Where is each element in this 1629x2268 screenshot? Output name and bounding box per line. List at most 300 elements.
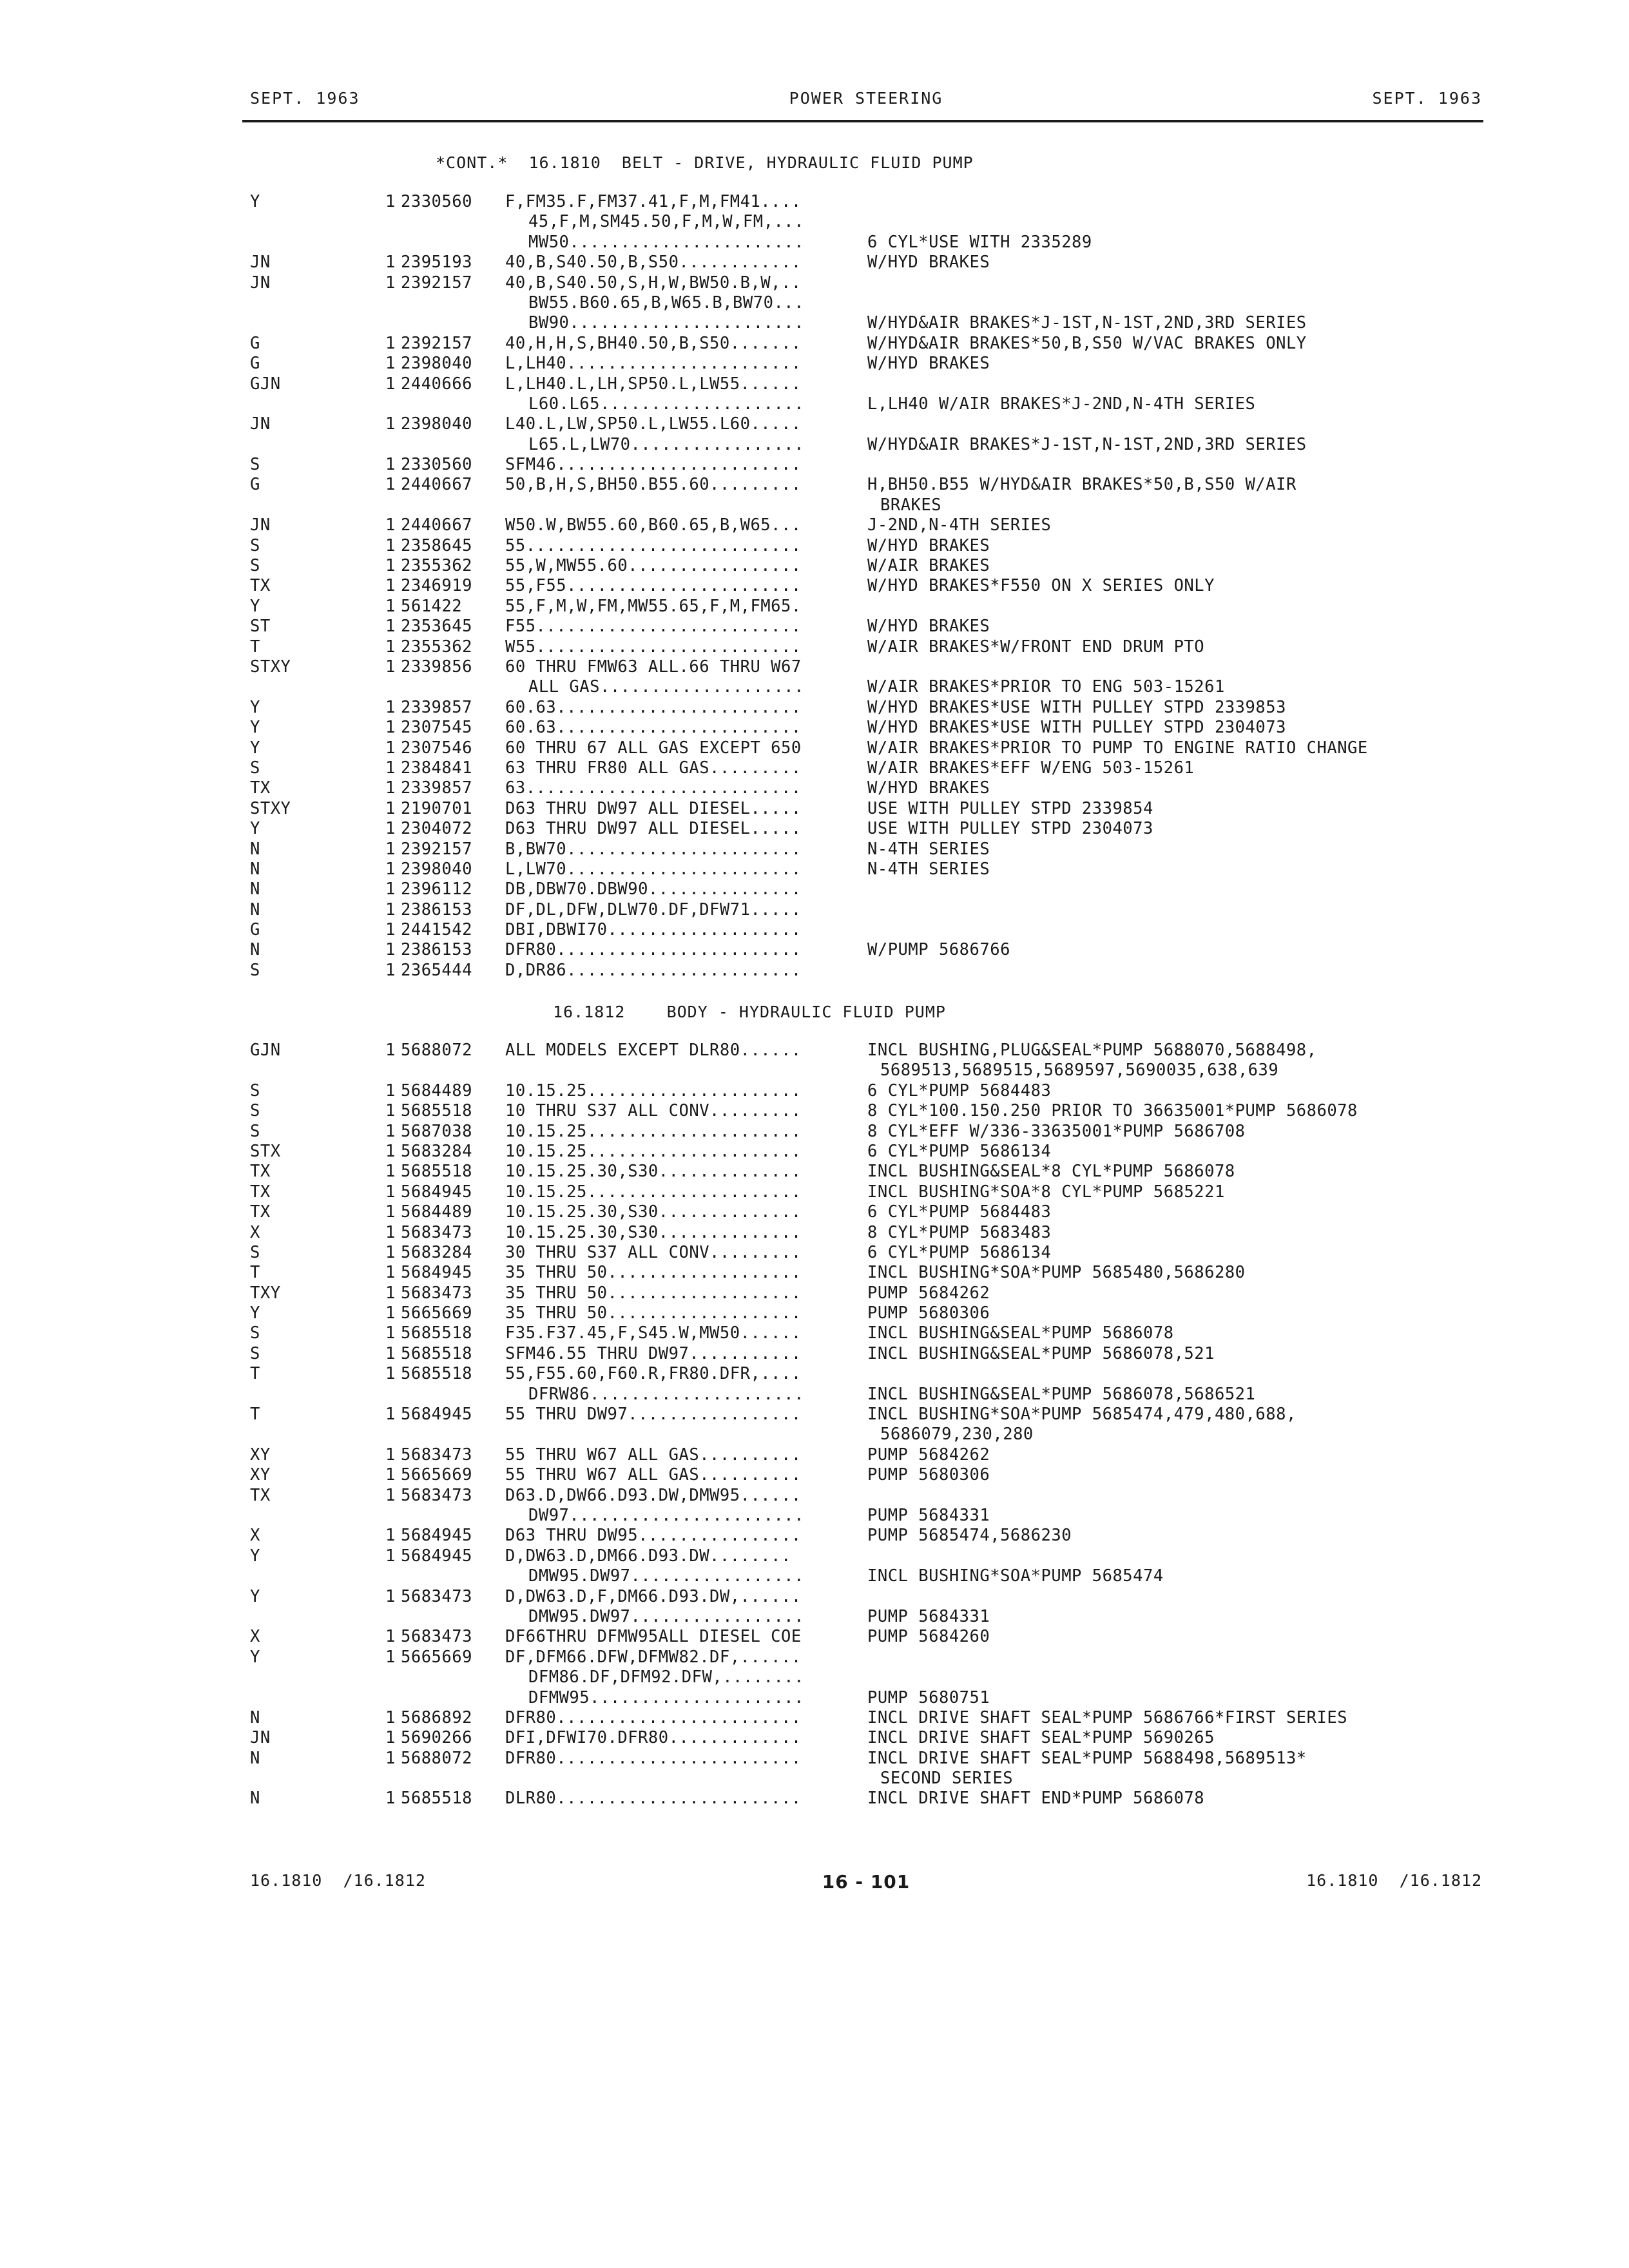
remarks: W/AIR BRAKES*EFF W/ENG 503-15261 bbox=[867, 758, 1195, 778]
quantity: 1 bbox=[385, 1141, 396, 1161]
model-application: F,FM35.F,FM37.41,F,M,FM41.... bbox=[505, 192, 802, 211]
table-row bbox=[0, 1546, 1629, 1566]
table-row bbox=[0, 394, 1629, 414]
remarks: 6 CYL*USE WITH 2335289 bbox=[867, 232, 1092, 252]
model-code: JN bbox=[250, 1728, 271, 1748]
model-code: X bbox=[250, 1222, 260, 1242]
table-row bbox=[0, 879, 1629, 899]
table-row bbox=[0, 1303, 1629, 1323]
quantity: 1 bbox=[385, 1586, 396, 1606]
quantity: 1 bbox=[385, 535, 396, 555]
table-row bbox=[0, 455, 1629, 475]
table-row bbox=[0, 1708, 1629, 1728]
quantity: 1 bbox=[385, 879, 396, 899]
model-application: 50,B,H,S,BH50.B55.60......... bbox=[505, 475, 802, 495]
remarks: W/HYD BRAKES*USE WITH PULLEY STPD 2339853 bbox=[867, 697, 1286, 717]
quantity: 1 bbox=[385, 718, 396, 738]
quantity: 1 bbox=[385, 374, 396, 394]
quantity: 1 bbox=[385, 556, 396, 576]
part-number: 5684945 bbox=[401, 1546, 472, 1566]
table-row bbox=[0, 435, 1629, 455]
table-row bbox=[0, 920, 1629, 940]
model-code: G bbox=[250, 475, 260, 495]
part-number: 5683473 bbox=[401, 1586, 472, 1606]
table-row bbox=[0, 840, 1629, 860]
table-row bbox=[0, 1566, 1629, 1586]
part-number: 2384841 bbox=[401, 758, 472, 778]
part-number: 2440667 bbox=[401, 515, 472, 535]
table-row bbox=[0, 1081, 1629, 1101]
quantity: 1 bbox=[385, 1041, 396, 1060]
quantity: 1 bbox=[385, 1303, 396, 1323]
model-code: STX bbox=[250, 1141, 281, 1161]
remarks: W/AIR BRAKES*W/FRONT END DRUM PTO bbox=[867, 637, 1205, 657]
model-application: DBI,DBWI70................... bbox=[505, 920, 802, 940]
model-code: S bbox=[250, 556, 260, 576]
part-number: 2307546 bbox=[401, 738, 472, 758]
part-number: 5684489 bbox=[401, 1081, 472, 1100]
model-application: 60.63........................ bbox=[505, 697, 802, 717]
remarks: W/HYD&AIR BRAKES*50,B,S50 W/VAC BRAKES ONLY bbox=[867, 333, 1307, 353]
quantity: 1 bbox=[385, 1526, 396, 1546]
table-row bbox=[0, 1648, 1629, 1667]
part-number: 2358645 bbox=[401, 535, 472, 555]
table-row bbox=[0, 414, 1629, 434]
remarks: 6 CYL*PUMP 5684483 bbox=[867, 1081, 1052, 1100]
table-row bbox=[0, 617, 1629, 637]
model-application: 45,F,M,SM45.50,F,M,W,FM,... bbox=[528, 212, 805, 232]
quantity: 1 bbox=[385, 1364, 396, 1384]
model-application: 55,F55.60,F60.R,FR80.DFR,.... bbox=[505, 1364, 802, 1384]
model-application: L,LH40.L,LH,SP50.L,LW55...... bbox=[505, 374, 802, 394]
part-number: 2365444 bbox=[401, 960, 472, 980]
header-date-right: SEPT. 1963 bbox=[1372, 89, 1482, 108]
part-number: 2355362 bbox=[401, 556, 472, 576]
remarks: INCL DRIVE SHAFT END*PUMP 5686078 bbox=[867, 1789, 1205, 1809]
table-row bbox=[0, 1283, 1629, 1303]
part-number: 2440666 bbox=[401, 374, 472, 394]
part-number: 5686892 bbox=[401, 1707, 472, 1727]
part-number: 2307545 bbox=[401, 718, 472, 738]
model-code: G bbox=[250, 920, 260, 940]
quantity: 1 bbox=[385, 1081, 396, 1100]
part-number: 5690266 bbox=[401, 1728, 472, 1748]
table-row bbox=[0, 1627, 1629, 1647]
quantity: 1 bbox=[385, 1707, 396, 1727]
remarks: PUMP 5684331 bbox=[867, 1505, 990, 1525]
remarks: 6 CYL*PUMP 5686134 bbox=[867, 1141, 1052, 1161]
model-application: DW97....................... bbox=[528, 1505, 805, 1525]
table-row bbox=[0, 1142, 1629, 1162]
quantity: 1 bbox=[385, 1202, 396, 1222]
model-application: 10.15.25..................... bbox=[505, 1182, 802, 1202]
model-code: TX bbox=[250, 576, 271, 596]
quantity: 1 bbox=[385, 1323, 396, 1343]
table-row bbox=[0, 1041, 1629, 1061]
quantity: 1 bbox=[385, 596, 396, 616]
part-number: 2355362 bbox=[401, 637, 472, 657]
table-row bbox=[0, 556, 1629, 576]
remarks: W/HYD BRAKES bbox=[867, 354, 990, 374]
model-application: L60.L65.................... bbox=[528, 394, 805, 414]
model-code: S bbox=[250, 535, 260, 555]
table-row bbox=[0, 1486, 1629, 1506]
table-row bbox=[0, 900, 1629, 920]
table-row bbox=[0, 1061, 1629, 1081]
header-rule bbox=[242, 120, 1483, 122]
part-number: 561422 bbox=[401, 596, 463, 616]
quantity: 1 bbox=[385, 253, 396, 273]
model-application: 30 THRU S37 ALL CONV......... bbox=[505, 1242, 802, 1262]
remarks: SECOND SERIES bbox=[880, 1769, 1014, 1789]
table-row bbox=[0, 961, 1629, 981]
table-row bbox=[0, 313, 1629, 333]
table-row bbox=[0, 1122, 1629, 1142]
remarks: INCL BUSHING*SOA*PUMP 5685474,479,480,688, bbox=[867, 1405, 1296, 1425]
table-row bbox=[0, 1385, 1629, 1405]
model-application: 63........................... bbox=[505, 778, 802, 798]
parts-list-belt-drive bbox=[0, 192, 1629, 981]
model-application: 35 THRU 50................... bbox=[505, 1263, 802, 1283]
part-number: 2398040 bbox=[401, 354, 472, 374]
part-number: 2304072 bbox=[401, 819, 472, 839]
model-application: D,DR86....................... bbox=[505, 960, 802, 980]
table-row bbox=[0, 576, 1629, 596]
part-number: 2440667 bbox=[401, 475, 472, 495]
table-row bbox=[0, 738, 1629, 758]
model-code: TX bbox=[250, 1202, 271, 1222]
remarks: INCL BUSHING&SEAL*PUMP 5686078,521 bbox=[867, 1343, 1215, 1363]
table-row bbox=[0, 1344, 1629, 1364]
model-application: 40,B,S40.50,S,H,W,BW50.B,W,.. bbox=[505, 273, 802, 293]
table-row bbox=[0, 334, 1629, 354]
remarks: W/HYD BRAKES*USE WITH PULLEY STPD 2304073 bbox=[867, 718, 1286, 738]
quantity: 1 bbox=[385, 1162, 396, 1182]
quantity: 1 bbox=[385, 1263, 396, 1283]
remarks: PUMP 5684262 bbox=[867, 1445, 990, 1465]
part-number: 5684945 bbox=[401, 1182, 472, 1202]
model-application: D,DW63.D,DM66.D93.DW........ bbox=[505, 1546, 791, 1566]
remarks: PUMP 5684260 bbox=[867, 1627, 990, 1647]
table-row bbox=[0, 799, 1629, 819]
quantity: 1 bbox=[385, 839, 396, 859]
model-application: DLR80........................ bbox=[505, 1789, 802, 1809]
remarks: INCL DRIVE SHAFT SEAL*PUMP 5690265 bbox=[867, 1728, 1215, 1748]
parts-list-pump-body bbox=[0, 1041, 1629, 1809]
part-number: 5684489 bbox=[401, 1202, 472, 1222]
table-row bbox=[0, 1425, 1629, 1445]
quantity: 1 bbox=[385, 273, 396, 293]
model-code: T bbox=[250, 1364, 260, 1384]
part-number: 2330560 bbox=[401, 192, 472, 211]
remarks: INCL DRIVE SHAFT SEAL*PUMP 5686766*FIRST SERIES bbox=[867, 1707, 1348, 1727]
model-application: 55 THRU DW97................. bbox=[505, 1405, 802, 1425]
remarks: 6 CYL*PUMP 5686134 bbox=[867, 1242, 1052, 1262]
quantity: 1 bbox=[385, 657, 396, 677]
table-row bbox=[0, 1223, 1629, 1243]
remarks: W/AIR BRAKES bbox=[867, 556, 990, 576]
part-number: 5683473 bbox=[401, 1283, 472, 1303]
table-row bbox=[0, 1607, 1629, 1627]
model-code: TXY bbox=[250, 1283, 281, 1303]
table-row bbox=[0, 1323, 1629, 1343]
part-number: 5683473 bbox=[401, 1222, 472, 1242]
table-row bbox=[0, 374, 1629, 394]
table-row bbox=[0, 597, 1629, 617]
model-code: Y bbox=[250, 1647, 260, 1667]
remarks: PUMP 5684262 bbox=[867, 1283, 990, 1303]
model-application: B,BW70....................... bbox=[505, 839, 802, 859]
model-application: ALL GAS.................... bbox=[528, 677, 805, 697]
quantity: 1 bbox=[385, 1101, 396, 1121]
model-code: TX bbox=[250, 1162, 271, 1182]
model-application: 60 THRU 67 ALL GAS EXCEPT 650 bbox=[505, 738, 802, 758]
quantity: 1 bbox=[385, 1728, 396, 1748]
model-application: 10.15.25.30,S30.............. bbox=[505, 1162, 802, 1182]
part-number: 2339856 bbox=[401, 657, 472, 677]
model-code: S bbox=[250, 1081, 260, 1100]
table-row bbox=[0, 1405, 1629, 1425]
footer-section-left: 16.1810 /16.1812 bbox=[250, 1871, 426, 1890]
part-number: 2441542 bbox=[401, 920, 472, 940]
part-number: 2353645 bbox=[401, 617, 472, 637]
model-application: DFR80........................ bbox=[505, 940, 802, 960]
part-number: 5683473 bbox=[401, 1627, 472, 1647]
remarks: INCL BUSHING&SEAL*8 CYL*PUMP 5686078 bbox=[867, 1162, 1235, 1182]
quantity: 1 bbox=[385, 637, 396, 657]
remarks: BRAKES bbox=[880, 495, 942, 515]
remarks: W/HYD BRAKES bbox=[867, 617, 990, 637]
model-code: S bbox=[250, 1101, 260, 1121]
table-row bbox=[0, 1202, 1629, 1222]
table-row bbox=[0, 758, 1629, 778]
model-application: 55,W,MW55.60................. bbox=[505, 556, 802, 576]
part-number: 2386153 bbox=[401, 899, 472, 919]
quantity: 1 bbox=[385, 819, 396, 839]
remarks: W/HYD BRAKES bbox=[867, 253, 990, 273]
model-code: N bbox=[250, 1789, 260, 1809]
quantity: 1 bbox=[385, 576, 396, 596]
model-application: L65.L,LW70................. bbox=[528, 434, 805, 454]
table-row bbox=[0, 1506, 1629, 1526]
part-number: 5665669 bbox=[401, 1465, 472, 1485]
model-application: 10.15.25.30,S30.............. bbox=[505, 1222, 802, 1242]
quantity: 1 bbox=[385, 1242, 396, 1262]
model-code: X bbox=[250, 1526, 260, 1546]
table-row bbox=[0, 1749, 1629, 1769]
model-code: Y bbox=[250, 1303, 260, 1323]
part-number: 5683473 bbox=[401, 1485, 472, 1505]
model-code: S bbox=[250, 1343, 260, 1363]
model-code: N bbox=[250, 859, 260, 879]
model-application: D63 THRU DW97 ALL DIESEL..... bbox=[505, 798, 802, 818]
quantity: 1 bbox=[385, 920, 396, 940]
quantity: 1 bbox=[385, 1121, 396, 1141]
model-code: T bbox=[250, 637, 260, 657]
quantity: 1 bbox=[385, 1546, 396, 1566]
model-application: DF66THRU DFMW95ALL DIESEL COE bbox=[505, 1627, 802, 1647]
quantity: 1 bbox=[385, 617, 396, 637]
part-number: 5685518 bbox=[401, 1162, 472, 1182]
part-number: 2330560 bbox=[401, 455, 472, 475]
table-row bbox=[0, 698, 1629, 718]
remarks: 8 CYL*EFF W/336-33635001*PUMP 5686708 bbox=[867, 1121, 1246, 1141]
model-application: 55,F55....................... bbox=[505, 576, 802, 596]
model-application: L40.L,LW,SP50.L,LW55.L60..... bbox=[505, 414, 802, 434]
table-row bbox=[0, 1587, 1629, 1607]
quantity: 1 bbox=[385, 1485, 396, 1505]
quantity: 1 bbox=[385, 1405, 396, 1425]
remarks: H,BH50.B55 W/HYD&AIR BRAKES*50,B,S50 W/AIR bbox=[867, 475, 1296, 495]
model-code: XY bbox=[250, 1445, 271, 1465]
remarks: W/HYD BRAKES bbox=[867, 778, 990, 798]
part-number: 5684945 bbox=[401, 1526, 472, 1546]
quantity: 1 bbox=[385, 1222, 396, 1242]
model-code: JN bbox=[250, 515, 271, 535]
remarks: PUMP 5680306 bbox=[867, 1303, 990, 1323]
table-row bbox=[0, 192, 1629, 212]
model-code: N bbox=[250, 1748, 260, 1768]
model-code: T bbox=[250, 1405, 260, 1425]
table-row bbox=[0, 495, 1629, 515]
remarks: W/AIR BRAKES*PRIOR TO PUMP TO ENGINE RATIO CHANGE bbox=[867, 738, 1368, 758]
table-row bbox=[0, 1688, 1629, 1708]
quantity: 1 bbox=[385, 192, 396, 211]
quantity: 1 bbox=[385, 414, 396, 434]
remarks: W/AIR BRAKES*PRIOR TO ENG 503-15261 bbox=[867, 677, 1225, 697]
remarks: PUMP 5685474,5686230 bbox=[867, 1526, 1072, 1546]
part-number: 5688072 bbox=[401, 1041, 472, 1060]
model-application: DF,DFM66.DFW,DFMW82.DF,...... bbox=[505, 1647, 802, 1667]
quantity: 1 bbox=[385, 1789, 396, 1809]
model-code: S bbox=[250, 1121, 260, 1141]
model-application: SFM46........................ bbox=[505, 455, 802, 475]
model-application: 55 THRU W67 ALL GAS.......... bbox=[505, 1465, 802, 1485]
remarks: W/PUMP 5686766 bbox=[867, 940, 1010, 960]
table-row bbox=[0, 1728, 1629, 1748]
table-row bbox=[0, 212, 1629, 232]
model-code: JN bbox=[250, 253, 271, 273]
table-row bbox=[0, 233, 1629, 253]
quantity: 1 bbox=[385, 899, 396, 919]
quantity: 1 bbox=[385, 1627, 396, 1647]
part-number: 2346919 bbox=[401, 576, 472, 596]
model-code: T bbox=[250, 1263, 260, 1283]
page-number: 16 - 101 bbox=[822, 1871, 911, 1892]
model-application: 10.15.25..................... bbox=[505, 1121, 802, 1141]
quantity: 1 bbox=[385, 1343, 396, 1363]
part-number: 5688072 bbox=[401, 1748, 472, 1768]
remarks: USE WITH PULLEY STPD 2339854 bbox=[867, 798, 1153, 818]
model-application: D63 THRU DW97 ALL DIESEL..... bbox=[505, 819, 802, 839]
model-application: F55.......................... bbox=[505, 617, 802, 637]
model-application: 55,F,M,W,FM,MW55.65,F,M,FM65. bbox=[505, 596, 802, 616]
part-number: 5685518 bbox=[401, 1323, 472, 1343]
table-row bbox=[0, 819, 1629, 839]
model-code: G bbox=[250, 333, 260, 353]
model-code: Y bbox=[250, 1546, 260, 1566]
model-application: 40,B,S40.50,B,S50............ bbox=[505, 253, 802, 273]
table-row bbox=[0, 940, 1629, 960]
remarks: W/HYD&AIR BRAKES*J-1ST,N-1ST,2ND,3RD SERIES bbox=[867, 434, 1307, 454]
model-code: Y bbox=[250, 192, 260, 211]
model-application: DFRW86..................... bbox=[528, 1384, 805, 1404]
model-code: Y bbox=[250, 596, 260, 616]
quantity: 1 bbox=[385, 738, 396, 758]
quantity: 1 bbox=[385, 697, 396, 717]
header-title: POWER STEERING bbox=[789, 89, 943, 108]
model-code: JN bbox=[250, 414, 271, 434]
page-header bbox=[250, 89, 1482, 115]
remarks: INCL BUSHING&SEAL*PUMP 5686078 bbox=[867, 1323, 1174, 1343]
remarks: 6 CYL*PUMP 5684483 bbox=[867, 1202, 1052, 1222]
part-number: 2190701 bbox=[401, 798, 472, 818]
table-row bbox=[0, 1526, 1629, 1546]
part-number: 5683473 bbox=[401, 1445, 472, 1465]
table-row bbox=[0, 273, 1629, 293]
remarks: W/HYD&AIR BRAKES*J-1ST,N-1ST,2ND,3RD SERIES bbox=[867, 313, 1307, 333]
model-application: 60.63........................ bbox=[505, 718, 802, 738]
part-number: 5685518 bbox=[401, 1364, 472, 1384]
part-number: 5684945 bbox=[401, 1263, 472, 1283]
model-code: Y bbox=[250, 1586, 260, 1606]
model-code: S bbox=[250, 758, 260, 778]
model-application: W50.W,BW55.60,B60.65,B,W65... bbox=[505, 515, 802, 535]
model-application: W55.......................... bbox=[505, 637, 802, 657]
quantity: 1 bbox=[385, 1445, 396, 1465]
table-row bbox=[0, 1263, 1629, 1283]
part-number: 5685518 bbox=[401, 1343, 472, 1363]
table-row bbox=[0, 1101, 1629, 1121]
remarks: J-2ND,N-4TH SERIES bbox=[867, 515, 1052, 535]
quantity: 1 bbox=[385, 455, 396, 475]
header-date-left: SEPT. 1963 bbox=[250, 89, 360, 108]
model-code: S bbox=[250, 1242, 260, 1262]
model-code: STXY bbox=[250, 798, 291, 818]
table-row bbox=[0, 354, 1629, 374]
model-application: 40,H,H,S,BH40.50,B,S50....... bbox=[505, 333, 802, 353]
model-application: 35 THRU 50................... bbox=[505, 1283, 802, 1303]
model-code: N bbox=[250, 879, 260, 899]
model-application: DB,DBW70.DBW90............... bbox=[505, 879, 802, 899]
table-row bbox=[0, 718, 1629, 738]
model-application: BW90....................... bbox=[528, 313, 805, 333]
part-number: 5684945 bbox=[401, 1405, 472, 1425]
model-application: DMW95.DW97................. bbox=[528, 1566, 805, 1586]
model-code: TX bbox=[250, 1485, 271, 1505]
table-row bbox=[0, 657, 1629, 677]
table-row bbox=[0, 253, 1629, 273]
model-application: ALL MODELS EXCEPT DLR80...... bbox=[505, 1041, 802, 1060]
model-application: DFM86.DF,DFM92.DFW,........ bbox=[528, 1667, 805, 1687]
model-application: D,DW63.D,F,DM66.D93.DW,...... bbox=[505, 1586, 802, 1606]
quantity: 1 bbox=[385, 1647, 396, 1667]
part-number: 5685518 bbox=[401, 1789, 472, 1809]
quantity: 1 bbox=[385, 515, 396, 535]
model-application: DFI,DFWI70.DFR80............. bbox=[505, 1728, 802, 1748]
table-row bbox=[0, 293, 1629, 313]
model-code: TX bbox=[250, 778, 271, 798]
model-application: 55........................... bbox=[505, 535, 802, 555]
model-application: L,LH40....................... bbox=[505, 354, 802, 374]
remarks: PUMP 5684331 bbox=[867, 1606, 990, 1626]
quantity: 1 bbox=[385, 960, 396, 980]
table-row bbox=[0, 778, 1629, 798]
remarks: W/HYD BRAKES bbox=[867, 535, 990, 555]
remarks: N-4TH SERIES bbox=[867, 859, 990, 879]
quantity: 1 bbox=[385, 1748, 396, 1768]
part-number: 2339857 bbox=[401, 778, 472, 798]
